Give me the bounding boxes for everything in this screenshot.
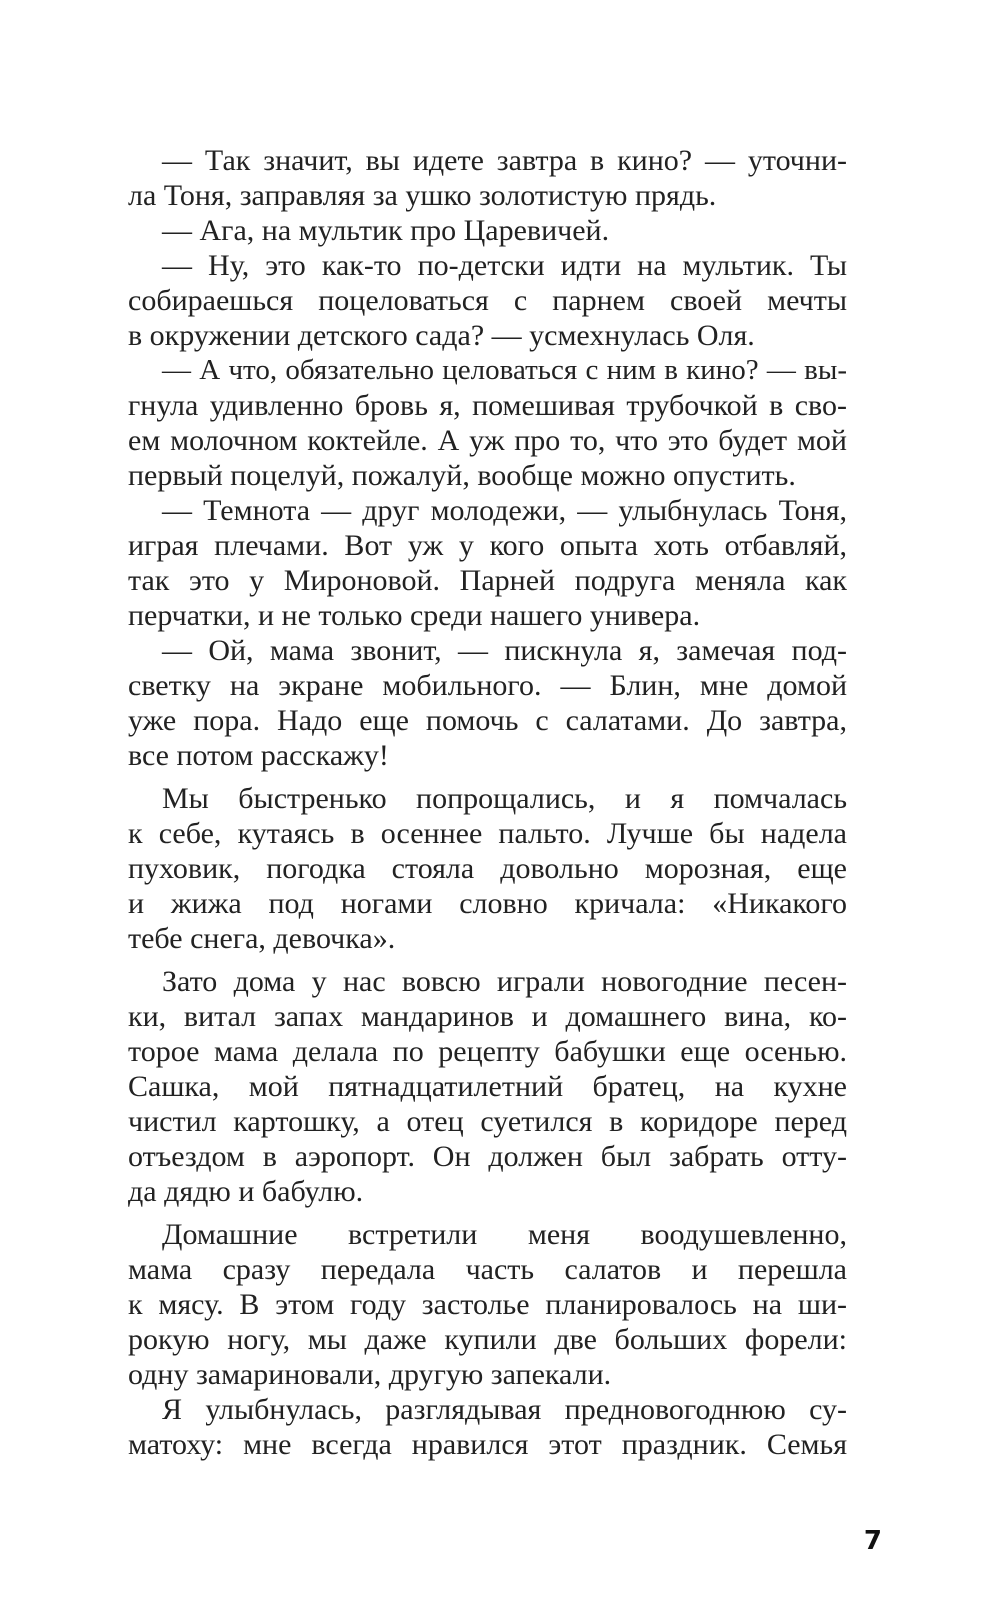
text-line: чистил картошку, а отец суетился в коридоре перед <box>128 1105 847 1138</box>
text-line: — Ну, это как-то по-детски идти на мультик. Ты <box>162 249 847 282</box>
text-line: отъездом в аэропорт. Он должен был забрать отту- <box>128 1140 847 1173</box>
text-line: к себе, кутаясь в осеннее пальто. Лучше бы надела <box>128 817 847 850</box>
text-line: Я улыбнулась, разглядывая предновогоднюю су- <box>162 1393 847 1426</box>
text-line: так это у Мироновой. Парней подруга меняла как <box>128 564 847 597</box>
text-line: перчатки, и не только среди нашего универа. <box>128 599 701 632</box>
text-line: ла Тоня, заправляя за ушко золотистую прядь. <box>128 179 717 212</box>
text-line: собираешься поцеловаться с парнем своей мечты <box>128 284 847 317</box>
text-line: в окружении детского сада? — усмехнулась Оля. <box>128 319 755 352</box>
text-line: рокую ногу, мы даже купили две больших форели: <box>128 1323 847 1356</box>
text-line: Мы быстренько попрощались, и я помчалась <box>162 782 847 815</box>
text-line: Сашка, мой пятнадцатилетний братец, на кухне <box>128 1070 847 1103</box>
text-line: все потом расскажу! <box>128 739 389 772</box>
text-line: матоху: мне всегда нравился этот праздник. Семья <box>128 1428 847 1461</box>
text-line: торое мама делала по рецепту бабушки еще осенью. <box>128 1035 847 1068</box>
text-line: одну замариновали, другую запекали. <box>128 1358 612 1391</box>
text-line: пуховик, погодка стояла довольно морозная, еще <box>128 852 847 885</box>
text-line: играя плечами. Вот уж у кого опыта хоть отбавляй, <box>128 529 847 562</box>
body-text <box>128 143 847 1462</box>
text-line: — Ой, мама звонит, — пискнула я, замечая под- <box>162 634 847 667</box>
text-line: и жижа под ногами словно кричала: «Никакого <box>128 887 847 920</box>
text-line: тебе снега, девочка». <box>128 922 396 955</box>
text-line: первый поцелуй, пожалуй, вообще можно опустить. <box>128 459 796 492</box>
text-line: Домашние встретили меня воодушевленно, <box>162 1218 847 1251</box>
text-line: ки, витал запах мандаринов и домашнего вина, ко- <box>128 1000 847 1033</box>
text-line: ем молочном коктейле. А уж про то, что это будет мой <box>128 424 847 457</box>
text-line: Зато дома у нас вовсю играли новогодние песен- <box>162 965 847 998</box>
text-line: — Так значит, вы идете завтра в кино? — уточни- <box>162 144 847 177</box>
text-line: к мясу. В этом году застолье планировалось на ши- <box>128 1288 847 1321</box>
text-line: уже пора. Надо еще помочь с салатами. До завтра, <box>128 704 847 737</box>
text-line: светку на экране мобильного. — Блин, мне домой <box>128 669 847 702</box>
page-number: 7 <box>863 1526 882 1556</box>
text-line: гнула удивленно бровь я, помешивая трубочкой в сво- <box>128 389 847 422</box>
text-line: да дядю и бабулю. <box>128 1175 364 1208</box>
text-line: — Темнота — друг молодежи, — улыбнулась Тоня, <box>162 494 847 527</box>
text-line: мама сразу передала часть салатов и перешла <box>128 1253 847 1286</box>
text-line: — Ага, на мультик про Царевичей. <box>162 214 610 247</box>
text-line: — А что, обязательно целоваться с ним в кино? — вы- <box>162 354 847 386</box>
